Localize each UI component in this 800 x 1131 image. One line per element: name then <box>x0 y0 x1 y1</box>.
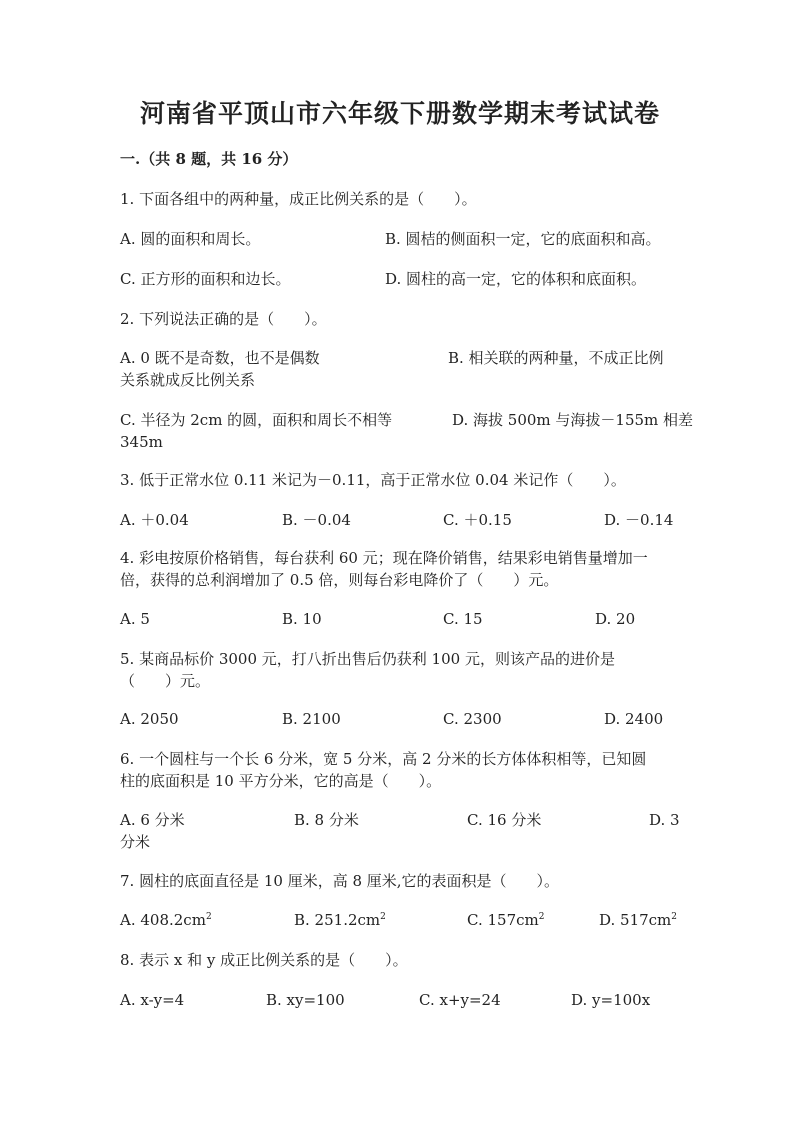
question-4-stem: 4. 彩电按原价格销售，每台获利 60 元；现在降价销售，结果彩电销售量增加一 <box>120 549 648 567</box>
q3-option-c: C. ＋0.15 <box>443 511 512 529</box>
q5-option-b: B. 2100 <box>282 710 341 728</box>
question-4-stem-cont: 倍，获得的总利润增加了 0.5 倍，则每台彩电降价了（ ）元。 <box>120 571 559 589</box>
section-heading: 一.（共 8 题，共 16 分） <box>120 150 298 168</box>
question-3-stem: 3. 低于正常水位 0.11 米记为－0.11，高于正常水位 0.04 米记作（ ）。 <box>120 471 626 489</box>
q7-option-c-text: C. 157cm <box>467 911 539 929</box>
q4-option-d: D. 20 <box>595 610 636 628</box>
q1-option-a: A. 圆的面积和周长。 <box>120 230 261 248</box>
q6-option-d: D. 3 <box>649 811 680 829</box>
q3-option-a: A. ＋0.04 <box>120 511 189 529</box>
q7-option-b <box>294 908 386 932</box>
q7-option-b-sup: 2 <box>380 912 386 922</box>
question-5-stem: 5. 某商品标价 3000 元，打八折出售后仍获利 100 元，则该产品的进价是 <box>120 650 615 668</box>
q8-option-b: B. xy=100 <box>266 991 345 1009</box>
q7-option-d <box>599 908 677 932</box>
q7-option-d-sup: 2 <box>671 912 678 922</box>
q7-option-d-text: D. 517cm <box>599 911 672 929</box>
q7-option-b-text: B. 251.2cm <box>294 911 381 929</box>
q5-option-a: A. 2050 <box>120 710 179 728</box>
q8-option-d: D. y=100x <box>571 991 651 1009</box>
q4-option-a: A. 5 <box>120 610 150 628</box>
question-7-stem: 7. 圆柱的底面直径是 10 厘米，高 8 厘米,它的表面积是（ ）。 <box>120 872 560 890</box>
q8-option-a: A. x-y=4 <box>120 991 185 1009</box>
q2-option-c: C. 半径为 2cm 的圆，面积和周长不相等 <box>120 411 393 429</box>
q5-option-d: D. 2400 <box>604 710 664 728</box>
q7-option-a <box>120 908 212 932</box>
q3-option-d: D. －0.14 <box>604 511 674 529</box>
q7-option-a-sup: 2 <box>205 912 212 922</box>
page-title: 河南省平顶山市六年级下册数学期末考试试卷 <box>139 99 660 128</box>
q3-option-b: B. －0.04 <box>282 511 351 529</box>
q2-option-a: A. 0 既不是奇数，也不是偶数 <box>120 349 320 367</box>
q6-option-c: C. 16 分米 <box>467 811 542 829</box>
q2-option-b: B. 相关联的两种量，不成正比例 <box>448 349 664 367</box>
q2-option-d: D. 海拔 500m 与海拔－155m 相差 <box>452 411 694 429</box>
q8-option-c: C. x+y=24 <box>419 991 501 1009</box>
q5-option-c: C. 2300 <box>443 710 502 728</box>
q6-option-a: A. 6 分米 <box>120 811 185 829</box>
q7-option-c-sup: 2 <box>538 912 545 922</box>
question-6-stem-cont: 柱的底面积是 10 平方分米，它的高是（ ）。 <box>120 772 442 790</box>
q4-option-b: B. 10 <box>282 610 322 628</box>
q1-option-d: D. 圆柱的高一定，它的体积和底面积。 <box>385 270 647 288</box>
q6-option-b: B. 8 分米 <box>294 811 359 829</box>
q7-option-a-text: A. 408.2cm <box>120 911 206 929</box>
q2-option-d-cont: 345m <box>120 433 163 451</box>
q2-option-b-cont: 关系就成反比例关系 <box>120 371 256 389</box>
question-6-stem: 6. 一个圆柱与一个长 6 分米，宽 5 分米，高 2 分米的长方体体积相等，已知圆 <box>120 750 647 768</box>
q7-option-c <box>467 908 544 932</box>
question-5-stem-cont: （ ）元。 <box>120 672 211 690</box>
question-2-stem: 2. 下列说法正确的是（ ）。 <box>120 310 327 328</box>
q4-option-c: C. 15 <box>443 610 483 628</box>
q6-option-d-cont: 分米 <box>120 833 151 851</box>
q1-option-b: B. 圆桔的侧面积一定，它的底面积和高。 <box>385 230 661 248</box>
question-1-stem: 1. 下面各组中的两种量，成正比例关系的是（ ）。 <box>120 190 477 208</box>
q1-option-c: C. 正方形的面积和边长。 <box>120 270 291 288</box>
question-8-stem: 8. 表示 x 和 y 成正比例关系的是（ ）。 <box>120 951 408 969</box>
